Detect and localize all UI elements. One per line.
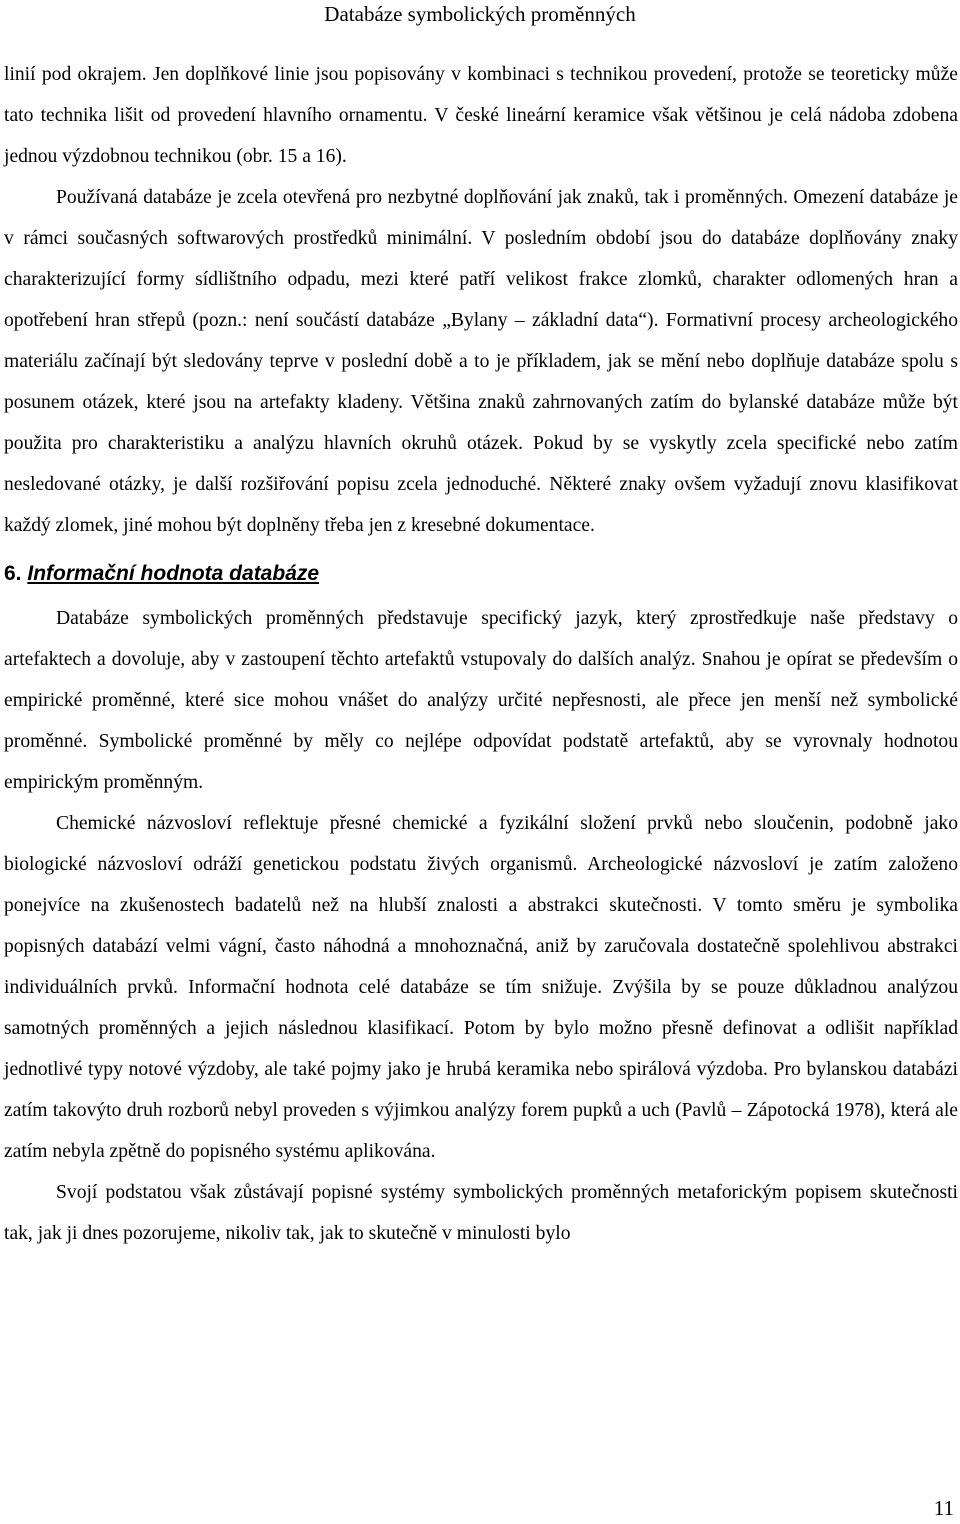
running-header: Databáze symbolických proměnných: [324, 2, 636, 26]
page-number: 11: [933, 1496, 954, 1520]
heading-spacer: [4, 589, 958, 598]
page-body: [4, 54, 958, 1254]
paragraph-nomenclature: Chemické názvosloví reflektuje přesné chemické a fyzikální složení prvků nebo sloučenin, podobně jako biologické názvosloví odráží genetickou podstatu živých organismů. Archeologické názvosloví je zatím založeno ponejvíce na zkušenostech badatelů než na hlubší znalosti a abstrakci skutečnosti. V tomto směru je symbolika popisných databází velmi vágní, často náhodná a mnohoznačná, aniž by zaručovala dostatečně spolehlivou abstrakci individuálních prvků. Informační hodnota celé databáze se tím snižuje. Zvýšila by se pouze důkladnou analýzou samotných proměnných a jejich následnou klasifikací. Potom by bylo možno přesně definovat a odlišit například jednotlivé typy notové výzdoby, ale také pojmy jako je hrubá keramika nebo spirálová výzdoba. Pro bylanskou databázi zatím takovýto druh rozborů nebyl proveden s výjimkou analýzy forem pupků a uch (Pavlů – Zápotocká 1978), která ale zatím nebyla zpětně do popisného systému aplikována.: [4, 813, 958, 1162]
section-number: 6.: [4, 562, 22, 585]
paragraph-database-openness: Používaná databáze je zcela otevřená pro nezbytné doplňování jak znaků, tak i proměnných. Omezení databáze je v rámci současných softwarových prostředků minimální. V posledním období jsou do databáze doplňovány znaky charakterizující formy sídlištního odpadu, mezi které patří velikost frakce zlomků, charakter odlomených hran a opotřebení hran střepů (pozn.: není součástí databáze „Bylany – základní data“). Formativní procesy archeologického materiálu začínají být sledovány teprve v poslední době a to je příkladem, jak se mění nebo doplňuje databáze spolu s posunem otázek, které jsou na artefakty kladeny. Většina znaků zahrnovaných zatím do bylanské databáze může být použita pro charakteristiku a analýzu hlavních okruhů otázek. Pokud by se vyskytly zcela specifické nebo zatím nesledované otázky, je další rozšiřování popisu zcela jednoduché. Některé znaky ovšem vyžadují znovu klasifikovat každý zlomek, jiné mohou být doplněny třeba jen z kresebné dokumentace.: [4, 187, 958, 536]
paragraph-continuation: linií pod okrajem. Jen doplňkové linie jsou popisovány v kombinaci s technikou provedení, protože se teoreticky může tato technika lišit od provedení hlavního ornamentu. V české lineární keramice však většinou je celá nádoba zdobena jednou výzdobnou technikou (obr. 15 a 16).: [4, 64, 958, 167]
paragraph-symbolic-language: Databáze symbolických proměnných představuje specifický jazyk, který zprostředkuje naše představy o artefaktech a dovoluje, aby v zastoupení těchto artefaktů vstupovaly do dalších analýz. Snahou je opírat se především o empirické proměnné, které sice mohou vnášet do analýzy určité nepřesnosti, ale přece jen menší než symbolické proměnné. Symbolické proměnné by měly co nejlépe odpovídat podstatě artefaktů, aby se vyrovnaly hodnotou empirickým proměnným.: [4, 608, 958, 793]
paragraph-metaphoric-description: Svojí podstatou však zůstávají popisné systémy symbolických proměnných metaforickým popisem skutečnosti tak, jak ji dnes pozorujeme, nikoliv tak, jak to skutečně v minulosti bylo: [4, 1182, 958, 1244]
section-heading: [4, 559, 958, 589]
section-title: Informační hodnota databáze: [27, 562, 320, 585]
